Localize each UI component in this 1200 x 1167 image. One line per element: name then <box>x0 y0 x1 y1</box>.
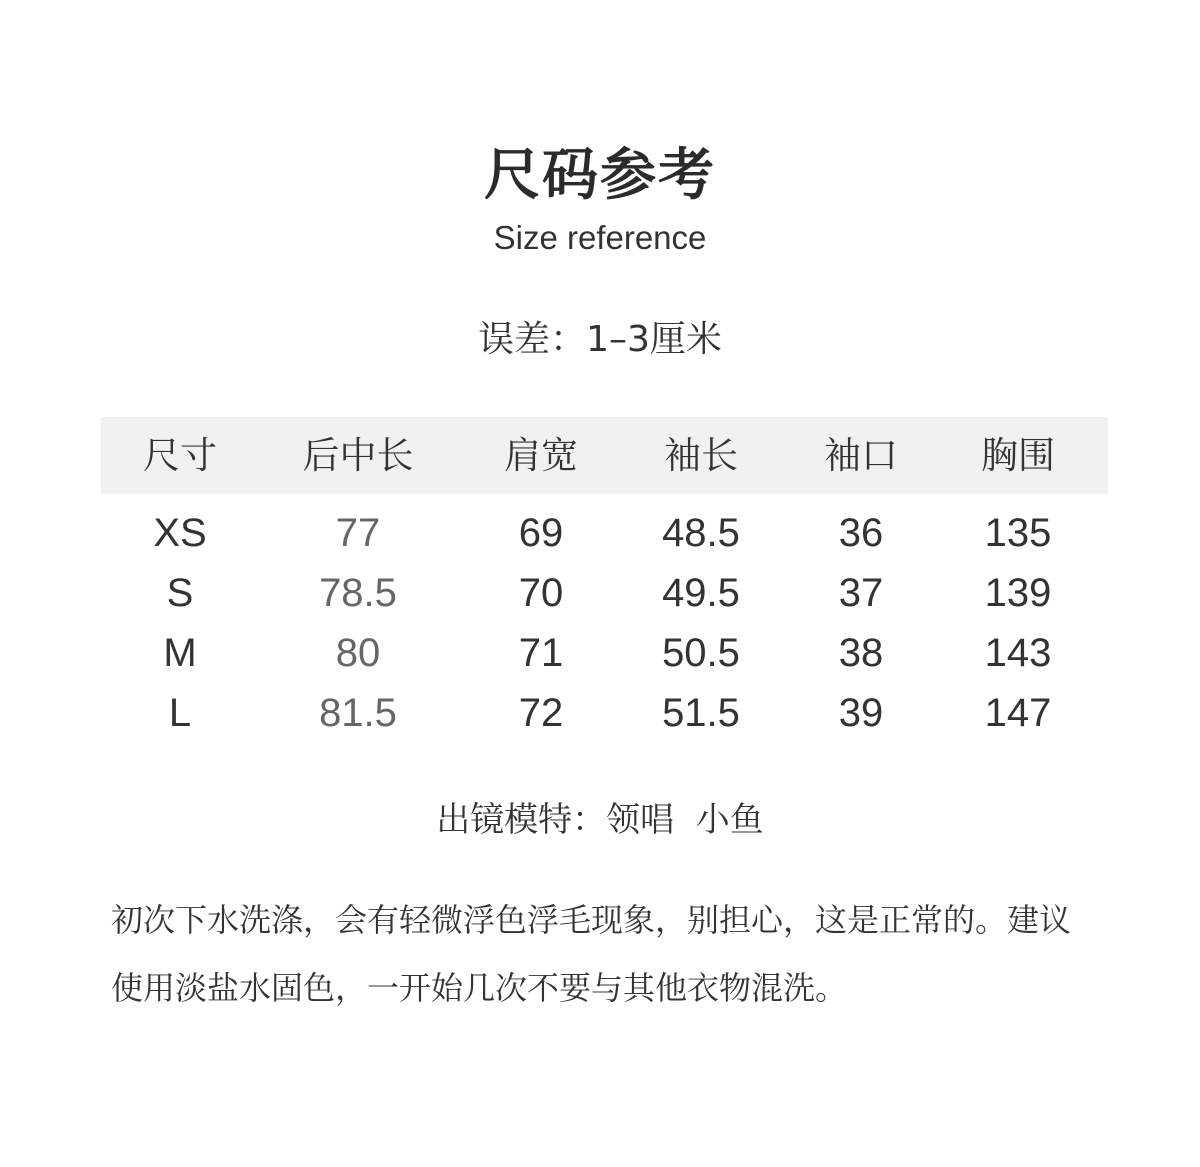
cell-cuff: 36 <box>838 511 884 555</box>
cell-back-length: 80 <box>335 631 381 675</box>
page-subtitle: Size reference <box>493 219 707 256</box>
cell-chest: 139 <box>984 571 1052 615</box>
page-title: 尺码参考 <box>484 143 716 208</box>
cell-sleeve-length: 50.5 <box>662 631 740 675</box>
table-header-row <box>101 417 1108 494</box>
cell-cuff: 37 <box>838 571 884 615</box>
cell-size: L <box>168 691 192 735</box>
cell-size: S <box>166 571 194 615</box>
washing-note: 初次下水洗涤，会有轻微浮色浮毛现象，别担心，这是正常的。建议使用淡盐水固色，一开始几次不要与其他衣物混洗。 <box>111 901 1072 1007</box>
cell-sleeve-length: 48.5 <box>662 511 740 555</box>
cell-back-length: 78.5 <box>319 571 397 615</box>
header-sleeve-length: 袖长 <box>664 434 738 477</box>
cell-shoulder: 71 <box>518 631 564 675</box>
table-row <box>101 503 1108 563</box>
cell-sleeve-length: 49.5 <box>662 571 740 615</box>
header-size: 尺寸 <box>143 434 217 477</box>
tolerance-note: 误差：1–3厘米 <box>478 319 722 360</box>
cell-chest: 143 <box>984 631 1052 675</box>
cell-shoulder: 69 <box>518 511 564 555</box>
cell-chest: 135 <box>984 511 1052 555</box>
model-info: 出镜模特：领唱 小鱼 <box>436 800 764 840</box>
cell-cuff: 38 <box>838 631 884 675</box>
header-back-length: 后中长 <box>302 434 414 477</box>
cell-size: M <box>163 631 197 675</box>
cell-back-length: 77 <box>335 511 381 555</box>
table-row <box>101 683 1108 743</box>
cell-sleeve-length: 51.5 <box>662 691 740 735</box>
cell-shoulder: 70 <box>518 571 564 615</box>
cell-size: XS <box>153 511 207 555</box>
cell-back-length: 81.5 <box>319 691 397 735</box>
cell-shoulder: 72 <box>518 691 564 735</box>
cell-chest: 147 <box>984 691 1052 735</box>
header-shoulder: 肩宽 <box>504 434 578 477</box>
size-table <box>101 417 1108 735</box>
table-row <box>101 563 1108 623</box>
header-cuff: 袖口 <box>824 434 898 477</box>
cell-cuff: 39 <box>838 691 884 735</box>
table-row <box>101 623 1108 683</box>
header-chest: 胸围 <box>981 434 1055 477</box>
